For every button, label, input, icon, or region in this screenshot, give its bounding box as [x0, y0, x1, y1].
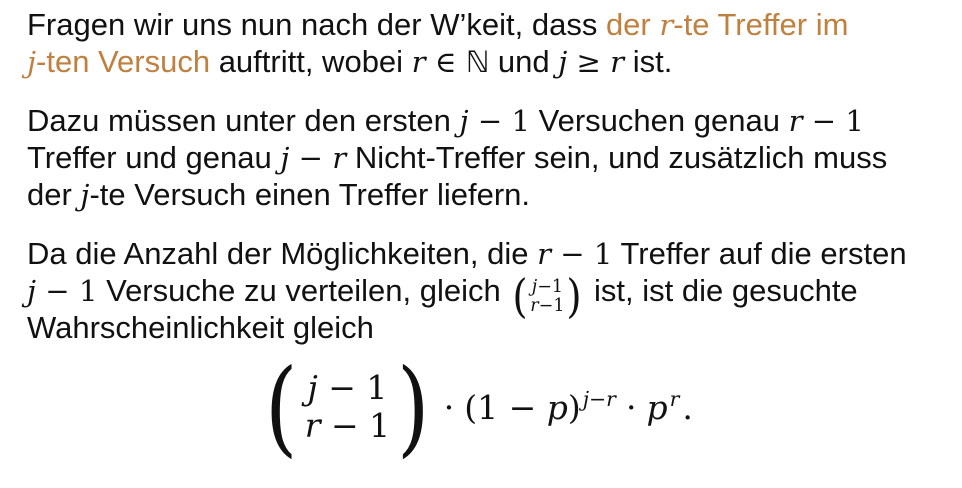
binomial-coefficient — [261, 346, 434, 468]
math-run: − 1 — [36, 274, 98, 308]
p1-line-2 — [27, 43, 927, 80]
binomial-bottom — [530, 297, 564, 316]
math-var-r: r — [659, 8, 674, 42]
math-var-j: j — [27, 45, 37, 79]
paren-close: ) — [397, 346, 430, 468]
math-run: (1 − — [464, 387, 547, 427]
math-var-r: r — [537, 237, 552, 271]
math-run: − 1 — [320, 406, 391, 445]
paragraph-1 — [27, 6, 927, 80]
math-var-j: j — [582, 386, 590, 411]
binomial-stack — [302, 369, 393, 445]
math-var-j: j — [459, 104, 469, 138]
paren-open: ( — [512, 269, 528, 323]
p2-line-1 — [27, 102, 927, 139]
binomial-top — [532, 278, 563, 297]
paragraph-2 — [27, 102, 927, 213]
math-run: − 1 — [551, 237, 613, 271]
exponent-r — [670, 387, 680, 411]
text-run: ist, ist die gesuchte — [585, 273, 858, 308]
p3-line-3 — [27, 309, 927, 346]
binomial-top — [307, 369, 387, 407]
text-run: Da die Anzahl der Möglichkeiten, die — [27, 236, 538, 271]
math-var-r: r — [332, 141, 347, 175]
text-run: und — [489, 44, 559, 79]
text-run: Nicht-Treffer sein, und zusätzlich muss — [346, 140, 888, 175]
term-one-minus-p — [464, 388, 616, 427]
p2-line-3 — [27, 176, 927, 213]
text-run: ist. — [624, 44, 673, 79]
paragraph-3 — [27, 235, 927, 346]
math-var-j: j — [280, 141, 290, 175]
math-var-r: r — [788, 104, 803, 138]
text-run: -te Versuch einen Treffer liefern. — [89, 177, 531, 212]
text-run: Wahrscheinlichkeit gleich — [27, 310, 374, 345]
term-p-power-r — [646, 388, 679, 427]
text-run: Treffer und genau — [27, 140, 281, 175]
math-var-j: j — [531, 276, 538, 297]
paren-close: ) — [566, 269, 583, 323]
p2-line-2 — [27, 139, 927, 176]
inline-binomial — [511, 269, 583, 323]
naturals-symbol: ℕ — [465, 45, 490, 79]
math-run: −1 — [537, 276, 563, 297]
math-var-r: r — [610, 45, 625, 79]
math-var-j: j — [558, 45, 568, 79]
math-run: ) — [567, 387, 581, 427]
p3-line-2 — [27, 269, 927, 323]
math-var-r: r — [304, 406, 321, 445]
text-run: Treffer auf die ersten — [612, 236, 907, 271]
highlight-run: -te Treffer im — [673, 7, 849, 42]
paren-open: ( — [265, 346, 298, 468]
math-var-r: r — [669, 386, 680, 411]
text-run: Versuchen genau — [530, 103, 789, 138]
p3-line-1 — [27, 235, 927, 272]
binomial-bottom — [305, 407, 390, 445]
text-run: Fragen wir uns nun nach der W’keit, dass — [27, 7, 606, 42]
highlight-run: -ten Versuch — [36, 44, 211, 79]
math-run: − — [289, 141, 333, 175]
element-of-symbol: ∈ — [425, 45, 466, 79]
math-run: − 1 — [802, 104, 864, 138]
formula-period: . — [682, 387, 693, 427]
math-run: −1 — [538, 295, 565, 316]
binomial-stack — [529, 278, 565, 316]
math-var-j: j — [80, 178, 90, 212]
p1-line-1 — [27, 6, 927, 43]
text-run: Versuche zu verteilen, gleich — [97, 273, 510, 308]
math-var-r: r — [606, 386, 616, 411]
math-var-p: p — [546, 387, 568, 427]
geq-symbol: ≥ — [567, 45, 611, 79]
math-var-p: p — [646, 387, 668, 427]
text-run: Dazu müssen unter den ersten — [27, 103, 460, 138]
cdot-symbol: · — [443, 387, 455, 427]
math-var-r: r — [411, 45, 426, 79]
exponent-j-minus-r — [583, 387, 616, 411]
display-formula — [27, 346, 927, 468]
math-var-j: j — [307, 368, 318, 407]
highlight-run: der — [605, 7, 660, 42]
cdot-symbol: · — [625, 387, 637, 427]
math-run: − 1 — [468, 104, 531, 138]
text-run: der — [27, 177, 81, 212]
math-run: − 1 — [317, 368, 388, 407]
math-var-j: j — [27, 274, 37, 308]
text-run: auftritt, wobei — [210, 44, 412, 79]
math-var-r: r — [530, 295, 539, 316]
math-run: − — [589, 386, 607, 411]
